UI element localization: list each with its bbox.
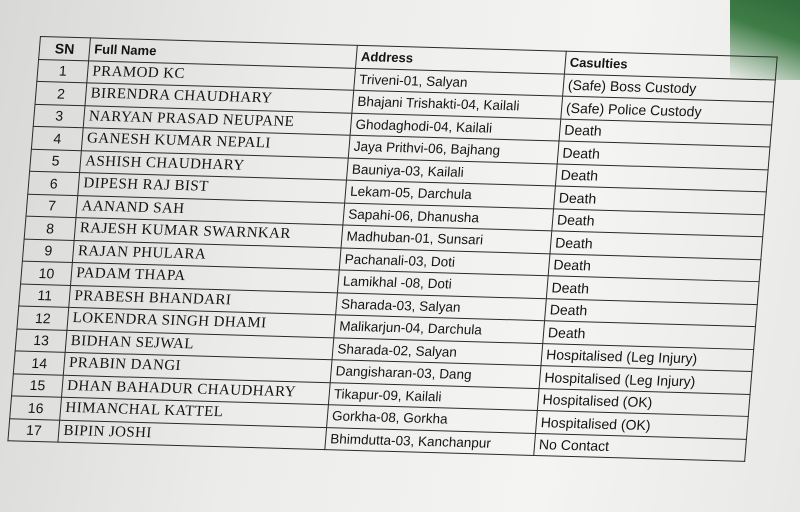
- header-full-name: Full Name: [89, 38, 358, 68]
- cell-sn: 2: [35, 81, 87, 105]
- cell-address: Sharada-02, Salyan: [332, 337, 543, 365]
- cell-address: Gorkha-08, Gorkha: [327, 405, 538, 433]
- cell-full-name: HIMANCHAL KATTEL: [60, 397, 329, 427]
- cell-casualties: Death: [545, 298, 758, 326]
- cell-sn: 1: [37, 59, 89, 83]
- cell-address: Ghodaghodi-04, Kailali: [350, 113, 561, 141]
- cell-casualties: Hospitalised (Leg Injury): [539, 366, 752, 394]
- cell-sn: 11: [19, 284, 71, 308]
- cell-full-name: NARYAN PRASAD NEUPANE: [83, 105, 352, 135]
- cell-full-name: GANESH KUMAR NEPALI: [82, 128, 351, 158]
- cell-sn: 10: [21, 261, 73, 285]
- header-address: Address: [356, 45, 567, 73]
- cell-casualties: Death: [550, 231, 763, 259]
- cell-sn: 7: [26, 194, 78, 218]
- cell-address: Malikarjun-04, Darchula: [334, 315, 545, 343]
- cell-casualties: Hospitalised (Leg Injury): [541, 343, 754, 371]
- cell-casualties: Death: [554, 186, 767, 214]
- table-body: [8, 59, 775, 461]
- cell-sn: 6: [28, 171, 80, 195]
- cell-casualties: Death: [552, 208, 765, 236]
- cell-address: Sharada-03, Salyan: [336, 292, 547, 320]
- cell-casualties: (Safe) Boss Custody: [563, 74, 776, 102]
- cell-sn: 15: [12, 373, 64, 397]
- cell-casualties: Death: [555, 163, 768, 191]
- cell-full-name: PRAMOD KC: [87, 60, 356, 90]
- header-casualties: Casulties: [564, 51, 777, 79]
- cell-casualties: (Safe) Police Custody: [561, 96, 774, 124]
- cell-full-name: DIPESH RAJ BIST: [78, 173, 347, 203]
- cell-full-name: RAJAN PHULARA: [73, 240, 342, 270]
- cell-sn: 5: [30, 149, 82, 173]
- header-sn: SN: [39, 37, 91, 61]
- cell-full-name: AANAND SAH: [76, 195, 345, 225]
- cell-casualties: Death: [557, 141, 770, 169]
- cell-address: Triveni-01, Salyan: [354, 68, 565, 96]
- cell-casualties: Death: [548, 253, 761, 281]
- cell-casualties: Hospitalised (OK): [535, 411, 748, 439]
- cell-sn: 3: [33, 104, 85, 128]
- cell-full-name: RAJESH KUMAR SWARNKAR: [74, 218, 343, 248]
- cell-sn: 8: [24, 216, 76, 240]
- cell-casualties: Death: [559, 119, 772, 147]
- casualty-table: [7, 36, 777, 462]
- cell-sn: 17: [8, 418, 60, 442]
- cell-address: Tikapur-09, Kailali: [329, 382, 540, 410]
- cell-sn: 13: [15, 328, 67, 352]
- cell-sn: 9: [22, 239, 74, 263]
- cell-address: Pachanali-03, Doti: [339, 247, 550, 275]
- cell-sn: 12: [17, 306, 69, 330]
- cell-address: Bhajani Trishakti-04, Kailali: [352, 90, 563, 118]
- cell-address: Dangisharan-03, Dang: [330, 360, 541, 388]
- cell-full-name: PRABIN DANGI: [64, 352, 333, 382]
- cell-casualties: No Contact: [534, 433, 747, 461]
- cell-sn: 16: [10, 396, 62, 420]
- cell-full-name: ASHISH CHAUDHARY: [80, 150, 349, 180]
- cell-address: Madhuban-01, Sunsari: [341, 225, 552, 253]
- cell-full-name: PADAM THAPA: [71, 262, 340, 292]
- cell-address: Lekam-05, Darchula: [345, 180, 556, 208]
- casualty-table-container: [7, 36, 779, 462]
- cell-casualties: Death: [546, 276, 759, 304]
- cell-address: Jaya Prithvi-06, Bajhang: [348, 135, 559, 163]
- cell-address: Bhimdutta-03, Kanchanpur: [325, 427, 536, 455]
- cell-sn: 14: [13, 351, 65, 375]
- cell-sn: 4: [31, 126, 83, 150]
- cell-address: Lamikhal -08, Doti: [338, 270, 549, 298]
- cell-full-name: LOKENDRA SINGH DHAMI: [67, 307, 336, 337]
- cell-full-name: PRABESH BHANDARI: [69, 285, 338, 315]
- cell-casualties: Death: [543, 321, 756, 349]
- cell-full-name: BIRENDRA CHAUDHARY: [85, 83, 354, 113]
- cell-full-name: DHAN BAHADUR CHAUDHARY: [62, 375, 331, 405]
- cell-address: Sapahi-06, Dhanusha: [343, 203, 554, 231]
- cell-full-name: BIPIN JOSHI: [58, 420, 327, 450]
- cell-address: Bauniya-03, Kailali: [347, 158, 558, 186]
- cell-casualties: Hospitalised (OK): [537, 388, 750, 416]
- cell-full-name: BIDHAN SEJWAL: [65, 330, 334, 360]
